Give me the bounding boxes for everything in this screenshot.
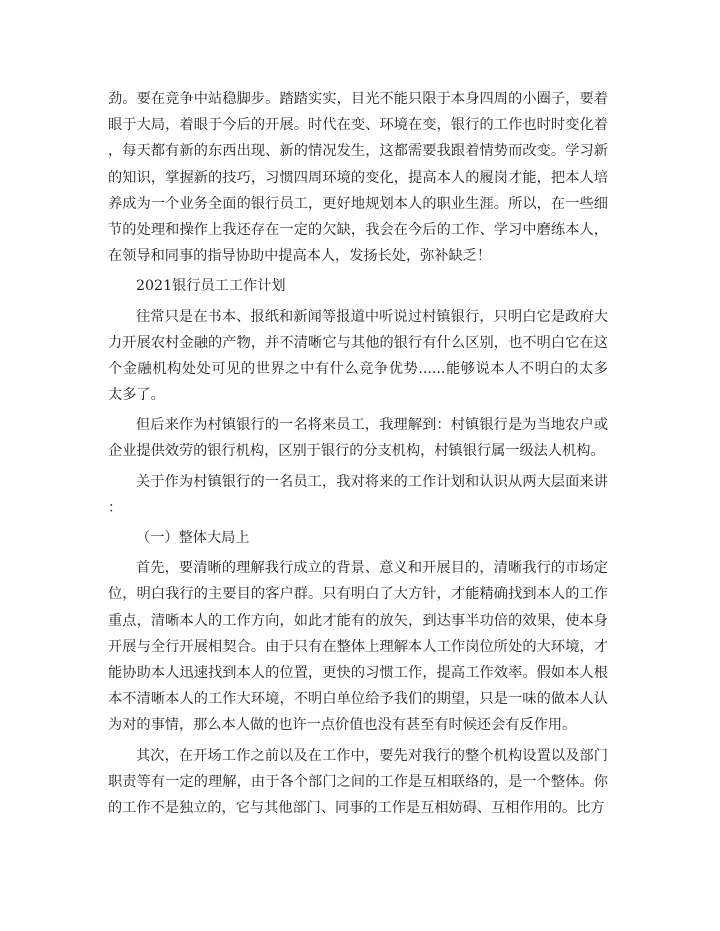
text-line: 养成为一个业务全面的银行员工，更好地规划本人的职业生涯。所以，在一些细 bbox=[108, 195, 608, 212]
text-line: 劲。要在竞争中站稳脚步。踏踏实实，目光不能只限于本身四周的小圈子，要着 bbox=[108, 91, 608, 107]
text-line: 太多了。 bbox=[108, 387, 165, 404]
text-line: 个金融机构处处可见的世界之中有什么竞争优势......能够说本人不明白的太多 bbox=[108, 360, 608, 377]
text-line: 的工作不是独立的，它与其他部门、同事的工作是互相妨碍、互相作用的。比方 bbox=[108, 799, 605, 816]
text-line: 关于作为村镇银行的一名员工，我对将来的工作计划和认识从两大层面来讲 bbox=[136, 473, 608, 490]
text-line: 本不清晰本人的工作大环境，不明白单位给予我们的期望，只是一味的做本人认 bbox=[108, 691, 608, 708]
text-line: 能协助本人迅速找到本人的位置，更快的习惯工作，提高工作效率。假如本人根 bbox=[108, 664, 608, 681]
text-line: ，每天都有新的东西出现、新的情况发生，这都需要我跟着情势而改变。学习新 bbox=[108, 143, 608, 160]
text-line: 其次，在开场工作之前以及在工作中，要先对我行的整个机构设置以及部门 bbox=[136, 747, 608, 764]
paragraph bbox=[108, 743, 608, 822]
text-line: ： bbox=[108, 499, 123, 516]
text-line: 但后来作为村镇银行的一名将来员工，我理解到：村镇银行是为当地农户或 bbox=[136, 417, 608, 434]
text-line: 力开展农村金融的产物，并不清晰它与其他的银行有什么区别，也不明白它在这 bbox=[108, 334, 608, 351]
text-line: 往常只是在书本、报纸和新闻等报道中听说过村镇银行，只明白它是政府大 bbox=[136, 308, 608, 325]
text-line: 眼于大局，着眼于今后的开展。时代在变、环境在变，银行的工作也时时变化着 bbox=[108, 117, 608, 134]
text-line: 2021银行员工工作计划 bbox=[136, 278, 286, 295]
text-line: 职责等有一定的理解，由于各个部门之间的工作是互相联络的，是一个整体。你 bbox=[108, 773, 608, 790]
text-line: 开展与全行开展相契合。由于只有在整体上理解本人工作岗位所处的大环境，才 bbox=[108, 638, 608, 655]
document-body bbox=[108, 86, 608, 821]
text-line: 首先，要清晰的理解我行成立的背景、意义和开展目的，清晰我行的市场定 bbox=[136, 560, 608, 577]
paragraph bbox=[108, 273, 608, 299]
text-line: 重点，清晰本人的工作方向，如此才能有的放矢，到达事半功倍的效果，使本身 bbox=[108, 612, 608, 629]
paragraph bbox=[108, 525, 608, 551]
text-line: 的知识，掌握新的技巧，习惯四周环境的变化，提高本人的履岗才能，把本人培 bbox=[108, 169, 608, 186]
text-line: 在领导和同事的指导协助中提高本人，发扬长处，弥补缺乏！ bbox=[108, 248, 492, 265]
text-line: 位，明白我行的主要目的客户群。只有明白了大方针，才能精确找到本人的工作 bbox=[108, 586, 608, 603]
paragraph bbox=[108, 555, 608, 738]
text-line: （一）整体大局上 bbox=[136, 530, 250, 546]
paragraph bbox=[108, 86, 608, 269]
text-line: 企业提供效劳的银行机构，区别于银行的分支机构，村镇银行属一级法人机构。 bbox=[108, 443, 605, 460]
paragraph bbox=[108, 469, 608, 521]
paragraph bbox=[108, 304, 608, 409]
paragraph bbox=[108, 412, 608, 464]
text-line: 节的处理和操作上我还存在一定的欠缺，我会在今后的工作、学习中磨练本人， bbox=[108, 221, 608, 238]
text-line: 为对的事情，那么本人做的也许一点价值也没有甚至有时候还会有反作用。 bbox=[108, 717, 577, 734]
